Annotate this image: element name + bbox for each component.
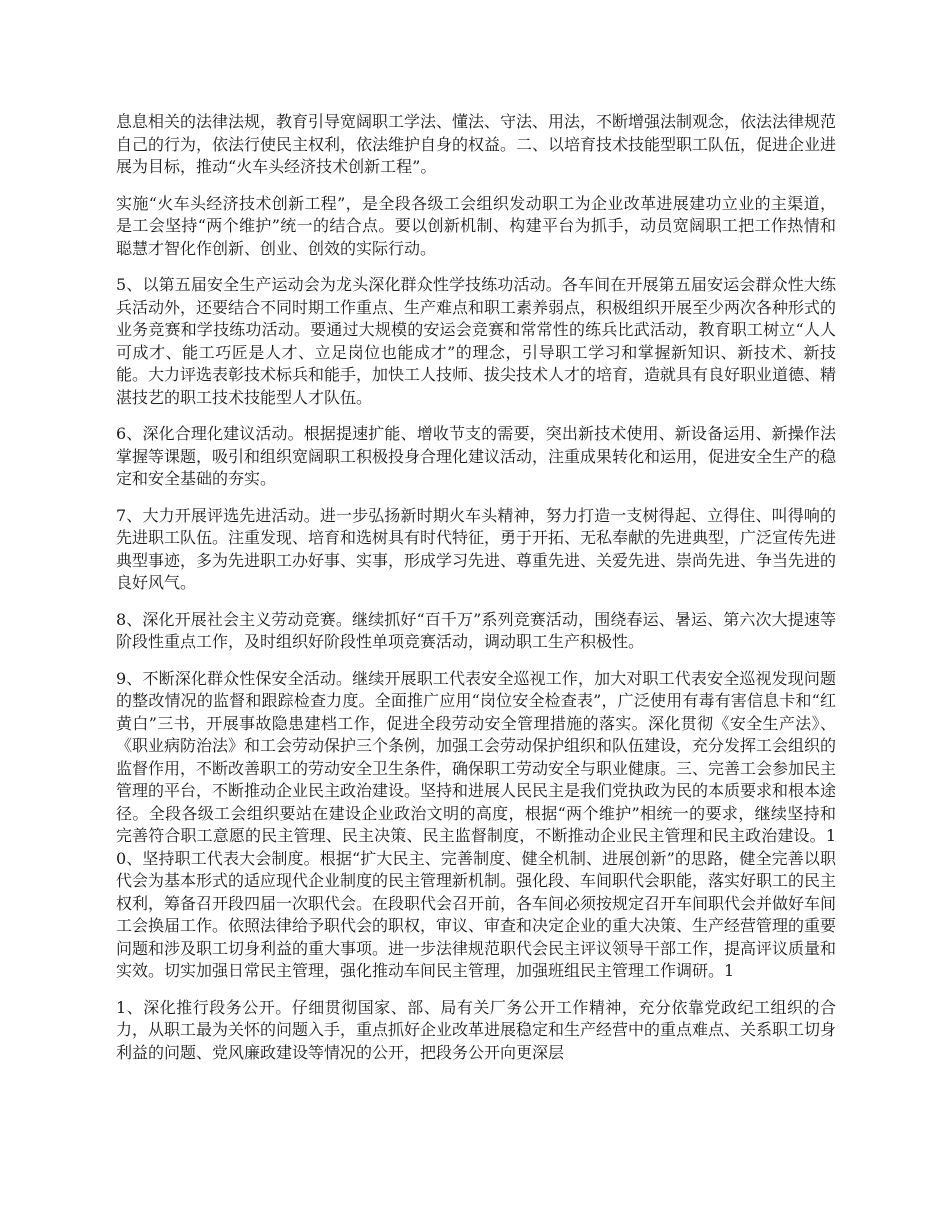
paragraph-7: 9、不断深化群众性保安全活动。继续开展职工代表安全巡视工作，加大对职工代表安全巡视发现问题的整改情况的监督和跟踪检查力度。全面推广应用“岗位安全检查表”，广泛使用有毒有害信息卡和“红黄白”三书，开展事故隐患建档工作，促进全段劳动安全管理措施的落实。深化贯彻《安全生产法》、《职业病防治法》和工会劳动保护三个条例，加强工会劳动保护组织和队伍建设，充分发挥工会组织的监督作用，不断改善职工的劳动安全卫生条件，确保职工劳动安全与职业健康。三、完善工会参加民主管理的平台，不断推动企业民主政治建设。坚持和进展人民民主是我们党执政为民的本质要求和根本途径。全段各级工会组织要站在建设企业政治文明的高度，根据“两个维护”相统一的要求，继续坚持和完善符合职工意愿的民主管理、民主决策、民主监督制度，不断推动企业民主管理和民主政治建设。10、坚持职工代表大会制度。根据“扩大民主、完善制度、健全机制、进展创新”的思路，健全完善以职代会为基本形式的适应现代企业制度的民主管理新机制。强化段、车间职代会职能，落实好职工的民主权利，筹备召开段四届一次职代会。在段职代会召开前，各车间必须按规定召开车间职代会并做好车间工会换届工作。依照法律给予职代会的职权，审议、审查和决定企业的重大决策、生产经营管理的重要问题和涉及职工切身利益的重大事项。进一步法律规范职代会民主评议领导干部工作，提高评议质量和实效。切实加强日常民主管理，强化推动车间民主管理，加强班组民主管理工作调研。1 <box>116 668 837 980</box>
paragraph-6: 8、深化开展社会主义劳动竞赛。继续抓好“百千万”系列竞赛活动，围绕春运、暑运、第六次大提速等阶段性重点工作，及时组织好阶段性单项竞赛活动，调动职工生产积极性。 <box>116 609 836 651</box>
paragraph-1: 息息相关的法律法规，教育引导宽阔职工学法、懂法、守法、用法，不断增强法制观念，依法法律规范自己的行为，依法行使民主权利，依法维护自身的权益。二、以培育技术技能型职工队伍，促进企业进展为目标，推动“火车头经济技术创新工程”。 <box>116 112 837 176</box>
paragraph-8: 1、深化推行段务公开。仔细贯彻国家、部、局有关厂务公开工作精神，充分依靠党政纪工组织的合力，从职工最为关怀的问题入手，重点抓好企业改革进展稳定和生产经营中的重点难点、关系职工切身利益的问题、党风廉政建设等情况的公开，把段务公开向更深层 <box>116 997 837 1062</box>
document-page <box>116 111 836 1078</box>
paragraph-4: 6、深化合理化建议活动。根据提速扩能、增收节支的需要，突出新技术使用、新设备运用、新操作法掌握等课题，吸引和组织宽阔职工积极投身合理化建议活动，注重成果转化和运用，促进安全生产的稳定和安全基础的夯实。 <box>116 424 837 488</box>
paragraph-5: 7、大力开展评选先进活动。进一步弘扬新时期火车头精神，努力打造一支树得起、立得住、叫得响的先进职工队伍。注重发现、培育和选树具有时代特征，勇于开拓、无私奉献的先进典型，广泛宣传先进典型事迹，多为先进职工办好事、实事，形成学习先进、尊重先进、关爱先进、崇尚先进、争当先进的良好风气。 <box>116 505 837 592</box>
paragraph-2: 实施“火车头经济技术创新工程”，是全段各级工会组织发动职工为企业改革进展建功立业的主渠道，是工会坚持“两个维护”统一的结合点。要以创新机制、构建平台为抓手，动员宽阔职工把工作热情和聪慧才智化作创新、创业、创效的实际行动。 <box>116 193 836 258</box>
paragraph-3: 5、以第五届安全生产运动会为龙头深化群众性学技练功活动。各车间在开展第五届安运会群众性大练兵活动外，还要结合不同时期工作重点、生产难点和职工素养弱点，积极组织开展至少两次各种形式的业务竞赛和学技练功活动。要通过大规模的安运会竞赛和常常性的练兵比武活动，教育职工树立“人人可成才、能工巧匠是人才、立足岗位也能成才”的理念，引导职工学习和掌握新知识、新技术、新技能。大力评选表彰技术标兵和能手，加快工人技师、拔尖技术人才的培育，造就具有良好职业道德、精湛技艺的职工技术技能型人才队伍。 <box>116 275 837 407</box>
